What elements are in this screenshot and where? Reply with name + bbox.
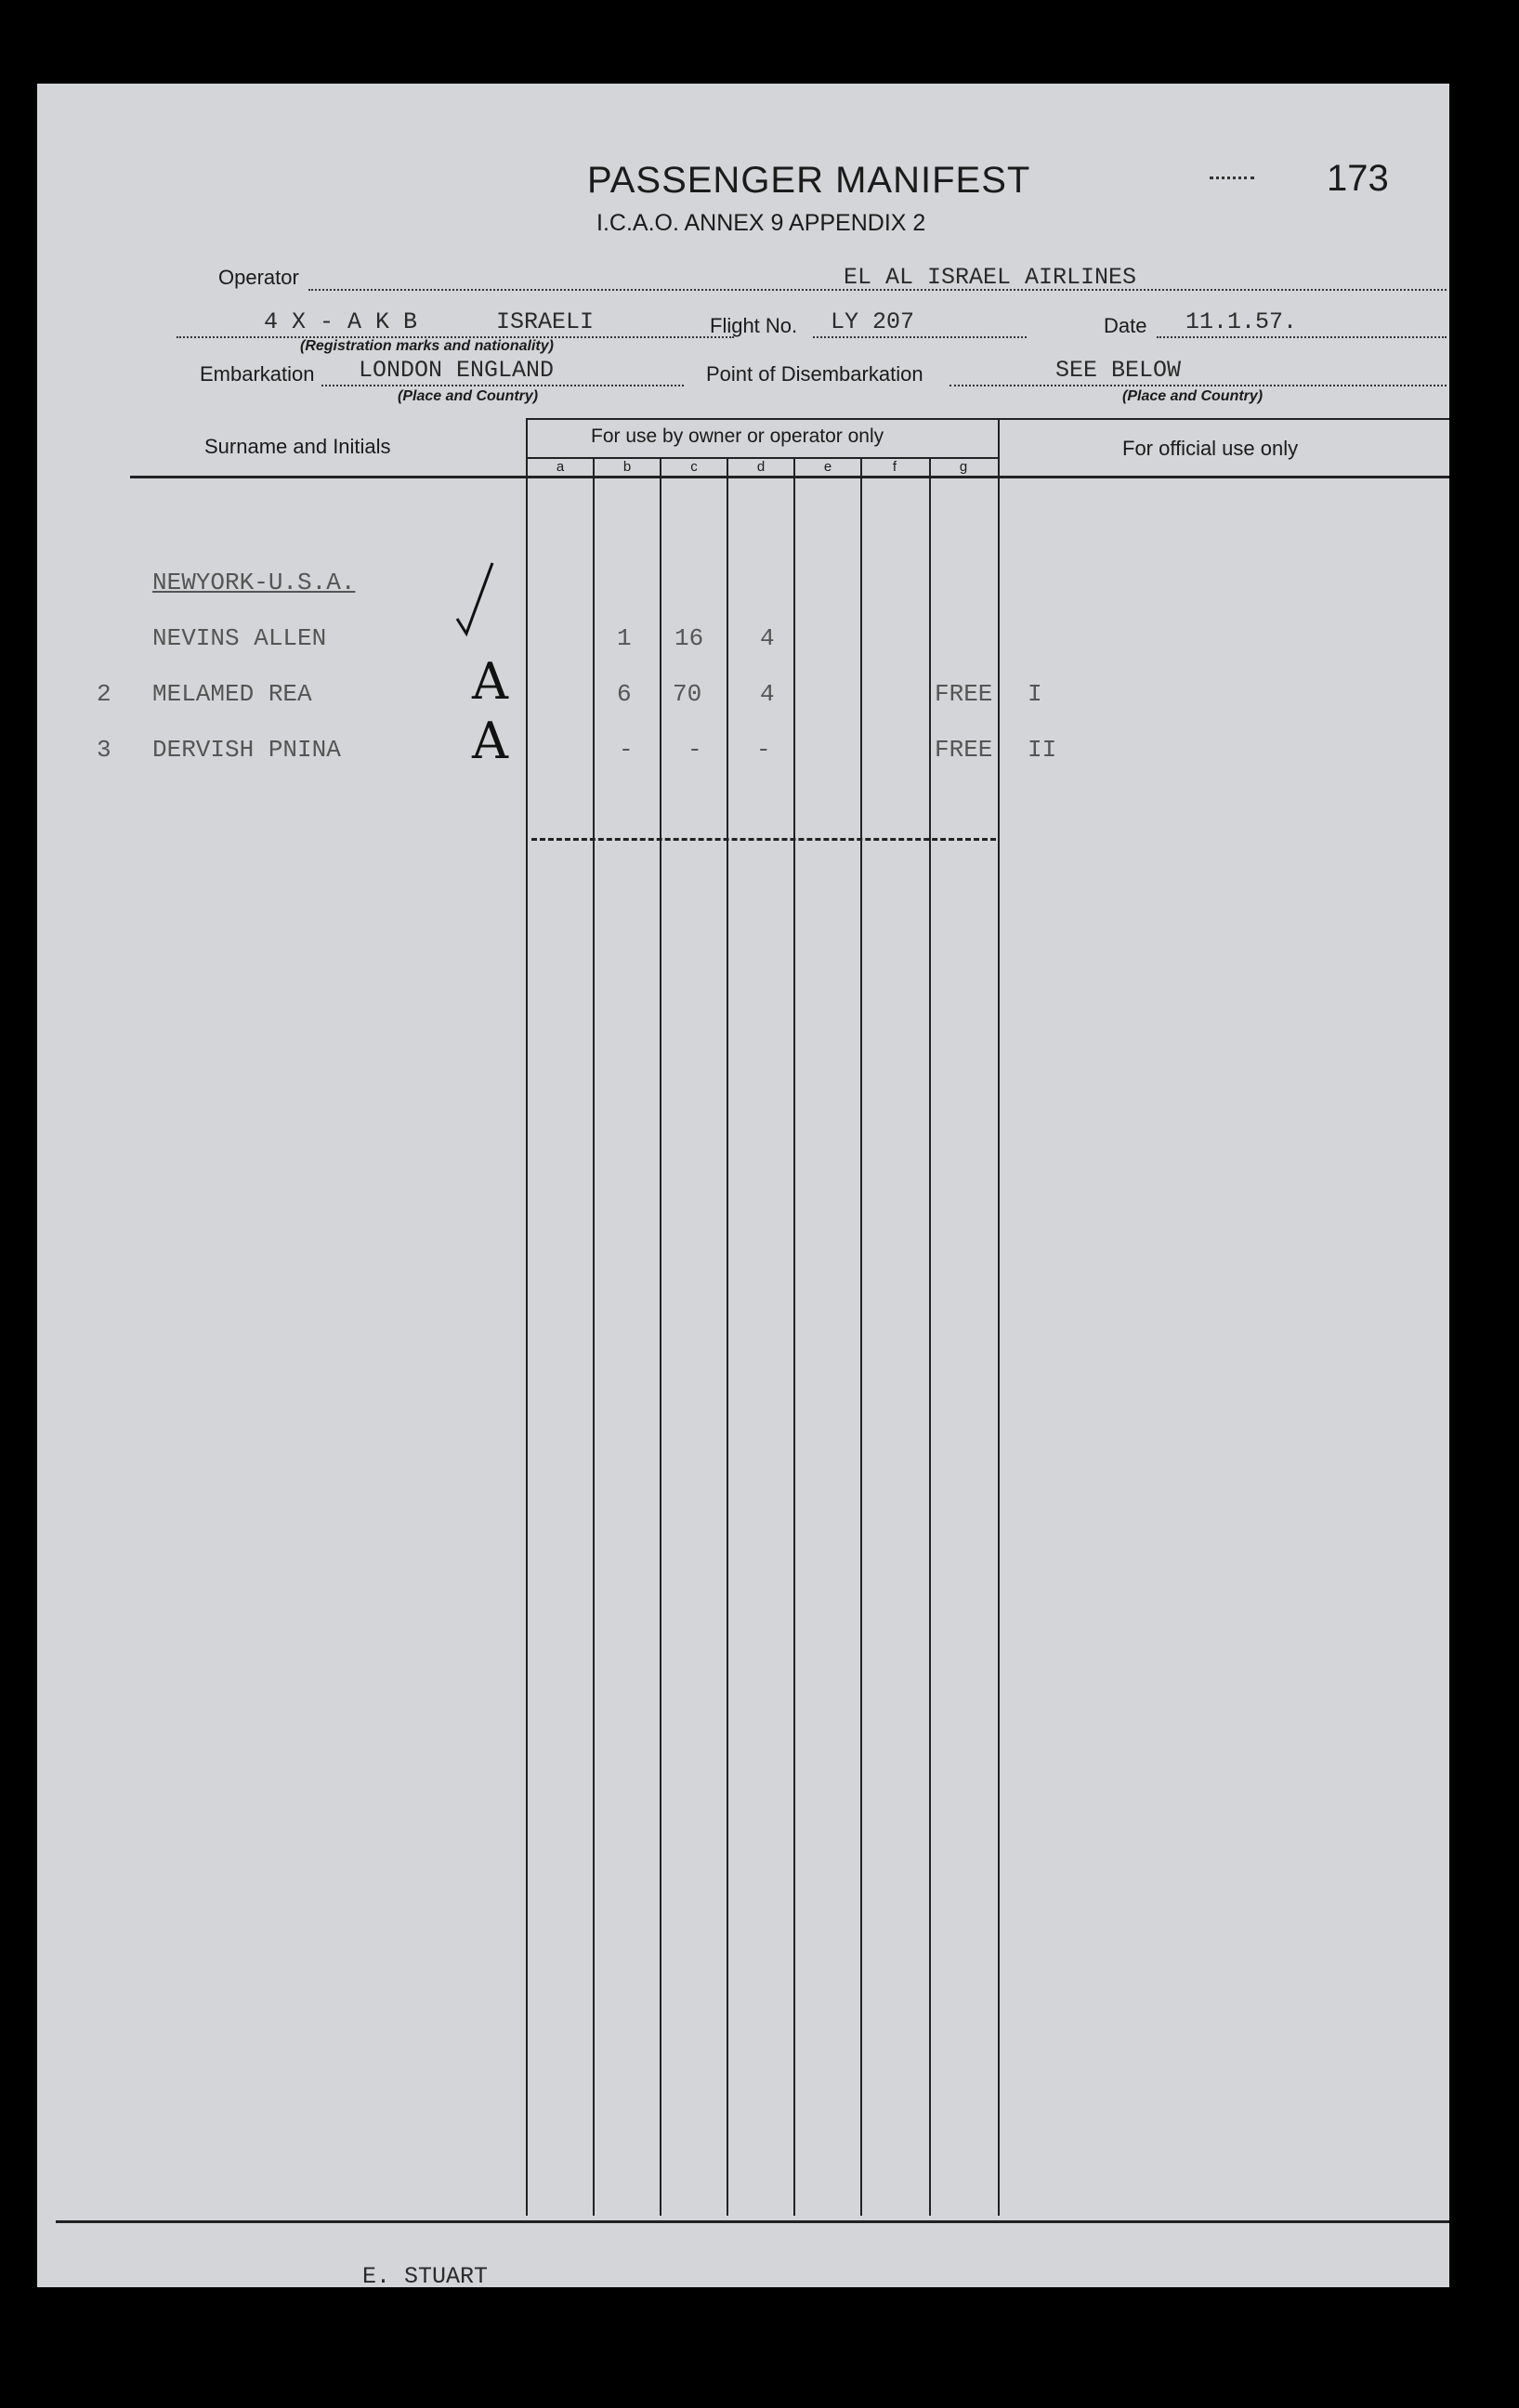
passenger-name: DERVISH PNINA [152, 736, 341, 764]
owner-column-header: For use by owner or operator only [591, 425, 884, 447]
operator-value: EL AL ISRAEL AIRLINES [844, 264, 1137, 291]
date-value: 11.1.57. [1185, 308, 1298, 335]
passenger-value-g: FREE [935, 736, 993, 764]
date-label: Date [1104, 314, 1147, 337]
column-divider [860, 457, 862, 2216]
passenger-value-c: 70 [673, 680, 702, 708]
embarkation-caption: (Place and Country) [398, 388, 539, 404]
page-number: 173 [1327, 158, 1389, 199]
column-divider [793, 457, 795, 2216]
flight-value: LY 207 [831, 308, 915, 335]
subcolumn-b: b [622, 459, 632, 475]
passenger-name: MELAMED REA [152, 680, 312, 708]
header-dash-mark [1210, 177, 1254, 179]
table-header-rule [130, 476, 1449, 478]
subcolumn-f: f [892, 459, 897, 475]
passenger-value-c: - [687, 736, 702, 764]
passenger-handwritten-mark: A [472, 652, 508, 711]
official-use-value: II [1028, 736, 1057, 764]
prepared-by-value: E. STUART [362, 2263, 489, 2287]
embarkation-value: LONDON ENGLAND [359, 357, 555, 384]
passenger-value-g: FREE [935, 680, 993, 708]
passenger-value-b: 6 [617, 680, 632, 708]
disembarkation-value: SEE BELOW [1055, 357, 1182, 384]
flight-label: Flight No. [710, 314, 798, 337]
column-divider [660, 457, 661, 2216]
passenger-name: NEVINS ALLEN [152, 624, 327, 652]
document-title: PASSENGER MANIFEST [587, 160, 1031, 201]
column-divider [526, 418, 528, 2216]
embarkation-label: Embarkation [200, 362, 315, 386]
embarkation-dotted-line [321, 385, 684, 386]
subcolumn-d: d [756, 459, 766, 475]
registration-caption: (Registration marks and nationality) [300, 338, 554, 354]
disembarkation-label: Point of Disembarkation [706, 362, 923, 386]
manifest-sheet [37, 84, 1449, 2287]
official-column-header: For official use only [1122, 437, 1299, 460]
subcolumn-e: e [823, 459, 832, 475]
flight-dotted-line [813, 336, 1027, 338]
passenger-value-d: 4 [760, 680, 775, 708]
passenger-value-c: 16 [674, 624, 704, 652]
disembarkation-caption: (Place and Country) [1122, 388, 1264, 404]
operator-label: Operator [218, 266, 299, 289]
destination-check-mark [455, 559, 496, 637]
table-top-rule [528, 418, 1449, 420]
subcolumn-g: g [959, 459, 968, 475]
footer-rule [56, 2220, 1449, 2223]
passenger-value-d: 4 [760, 624, 775, 652]
passenger-number: 2 [97, 680, 111, 708]
destination-heading: NEWYORK-U.S.A. [152, 569, 356, 596]
registration-value: 4 X - A K B [264, 308, 418, 335]
column-divider [929, 457, 931, 2216]
passenger-value-b: - [619, 736, 634, 764]
end-of-list-dashes [531, 838, 996, 841]
subcolumn-a: a [556, 459, 565, 475]
column-divider [998, 418, 1000, 2216]
passenger-handwritten-mark: A [472, 712, 508, 770]
surname-column-header: Surname and Initials [204, 435, 391, 458]
passenger-value-d: - [756, 736, 771, 764]
official-use-value: I [1028, 680, 1042, 708]
column-divider [727, 457, 728, 2216]
passenger-value-b: 1 [617, 624, 632, 652]
column-divider [593, 457, 595, 2216]
passenger-number: 3 [97, 736, 111, 764]
date-dotted-line [1157, 336, 1447, 338]
subcolumn-c: c [690, 459, 698, 475]
disembarkation-dotted-line [949, 385, 1447, 386]
document-subtitle: I.C.A.O. ANNEX 9 APPENDIX 2 [596, 210, 926, 236]
nationality-value: ISRAELI [496, 308, 595, 335]
